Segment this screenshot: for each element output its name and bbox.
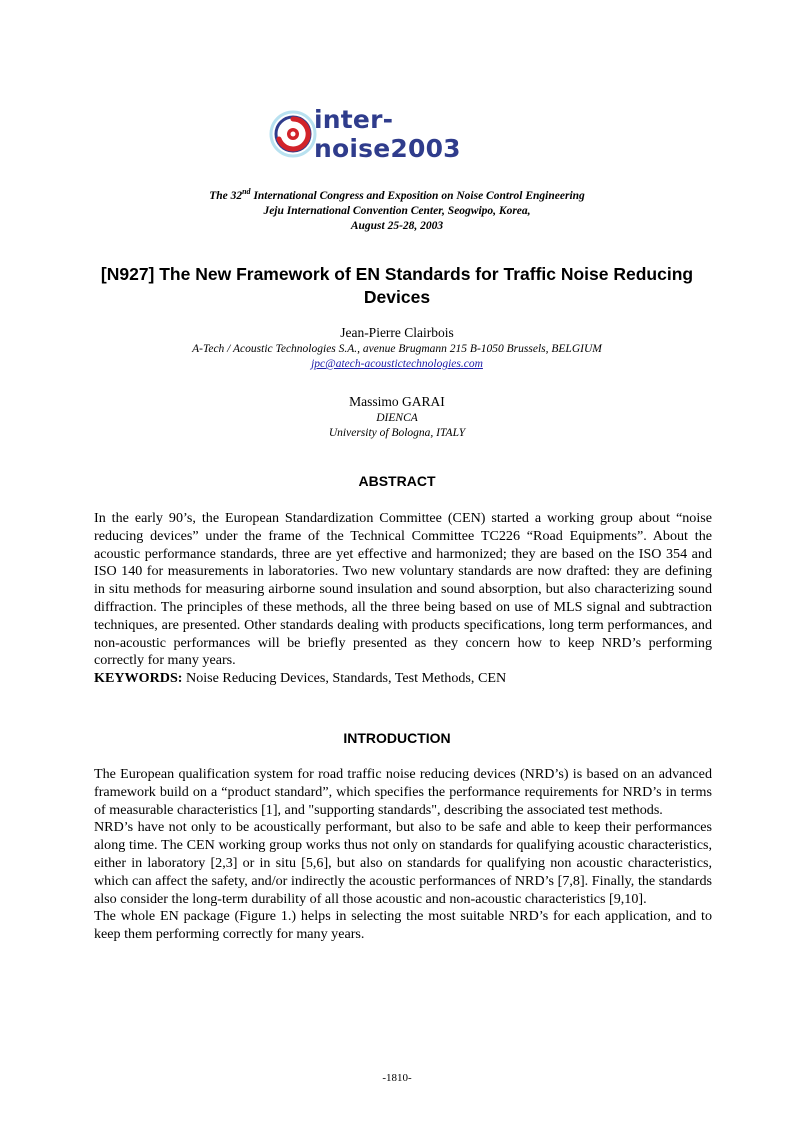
logo-wordmark: inter-noise2003 [314,105,461,163]
keywords-label: KEYWORDS: [94,670,183,687]
conference-line-1: The 32nd International Congress and Exposition on Noise Control Engineering [209,187,585,202]
conference-logo [268,104,538,164]
keywords-line [94,670,712,688]
author-name: Jean-Pierre Clairbois [340,325,454,340]
abstract-body [94,510,712,688]
author-name: Massimo GARAI [349,394,445,409]
abstract-heading: ABSTRACT [358,473,436,489]
keywords-text: Noise Reducing Devices, Standards, Test Methods, CEN [182,670,507,687]
abstract-text: In the early 90’s, the European Standardization Committee (CEN) started a working group about “noise reducing devices” under the frame of the Technical Committee TC226 “Road Equipments”. About the acoustic performance standards, three are yet effective and harmonized; they are based on the ISO 354 and ISO 140 for measurements in laboratories. Two new voluntary standards are now drafted: they are defining in situ methods for measuring airborne sound insulation and sound absorption, but also characterizing sound diffraction. The principles of these methods, all the three being based on use of MLS signal and subtraction techniques, are presented. Other standards dealing with products specifications, long term performances, and non-acoustic performances will be briefly presented as they concern how to keep NRD’s performing correctly for many years. [94,510,712,669]
page-number: -1810- [382,1072,412,1084]
author-department: DIENCA [376,412,418,424]
inter-noise-swirl-icon [268,109,318,159]
conference-info [60,189,734,234]
paragraph: NRD’s have not only to be acoustically performant, but also to be safe and able to keep their performances along time. The CEN working group works thus not only on standards for qualifying acoustic characteristics, either in laboratory [2,3] or in situ [5,6], but also on standards for qualifying non acoustic characteristics, which can affect the safety, and/or indirectly the acoustic performances of NRD’s [7,8]. Finally, the standards also consider the long-term durability of all those acoustic and non-acoustic characteristics [9,10]. [94,819,712,907]
paper-title: [N927] The New Framework of EN Standards for Traffic Noise Reducing Devices [100,264,694,307]
author-block-1 [60,324,734,372]
introduction-heading: INTRODUCTION [343,730,451,746]
conference-line-2: Jeju International Convention Center, Seogwipo, Korea, [263,205,531,217]
conference-line-3: August 25-28, 2003 [350,220,444,232]
author-email-link[interactable]: jpc@atech-acoustictechnologies.com [311,358,483,370]
author-affiliation: A-Tech / Acoustic Technologies S.A., avenue Brugmann 215 B-1050 Brussels, BELGIUM [192,343,602,355]
introduction-body [94,766,712,944]
paragraph: The European qualification system for road traffic noise reducing devices (NRD’s) is based on an advanced framework build on a “product standard”, which specifies the performance requirements for NRD’s in terms of measurable characteristics [1], and "supporting standards", describing the associated test methods. [94,766,712,818]
paragraph: The whole EN package (Figure 1.) helps in selecting the most suitable NRD’s for each application, and to keep them performing correctly for many years. [94,908,712,943]
author-institution: University of Bologna, ITALY [328,427,466,439]
author-block-2 [60,393,734,441]
